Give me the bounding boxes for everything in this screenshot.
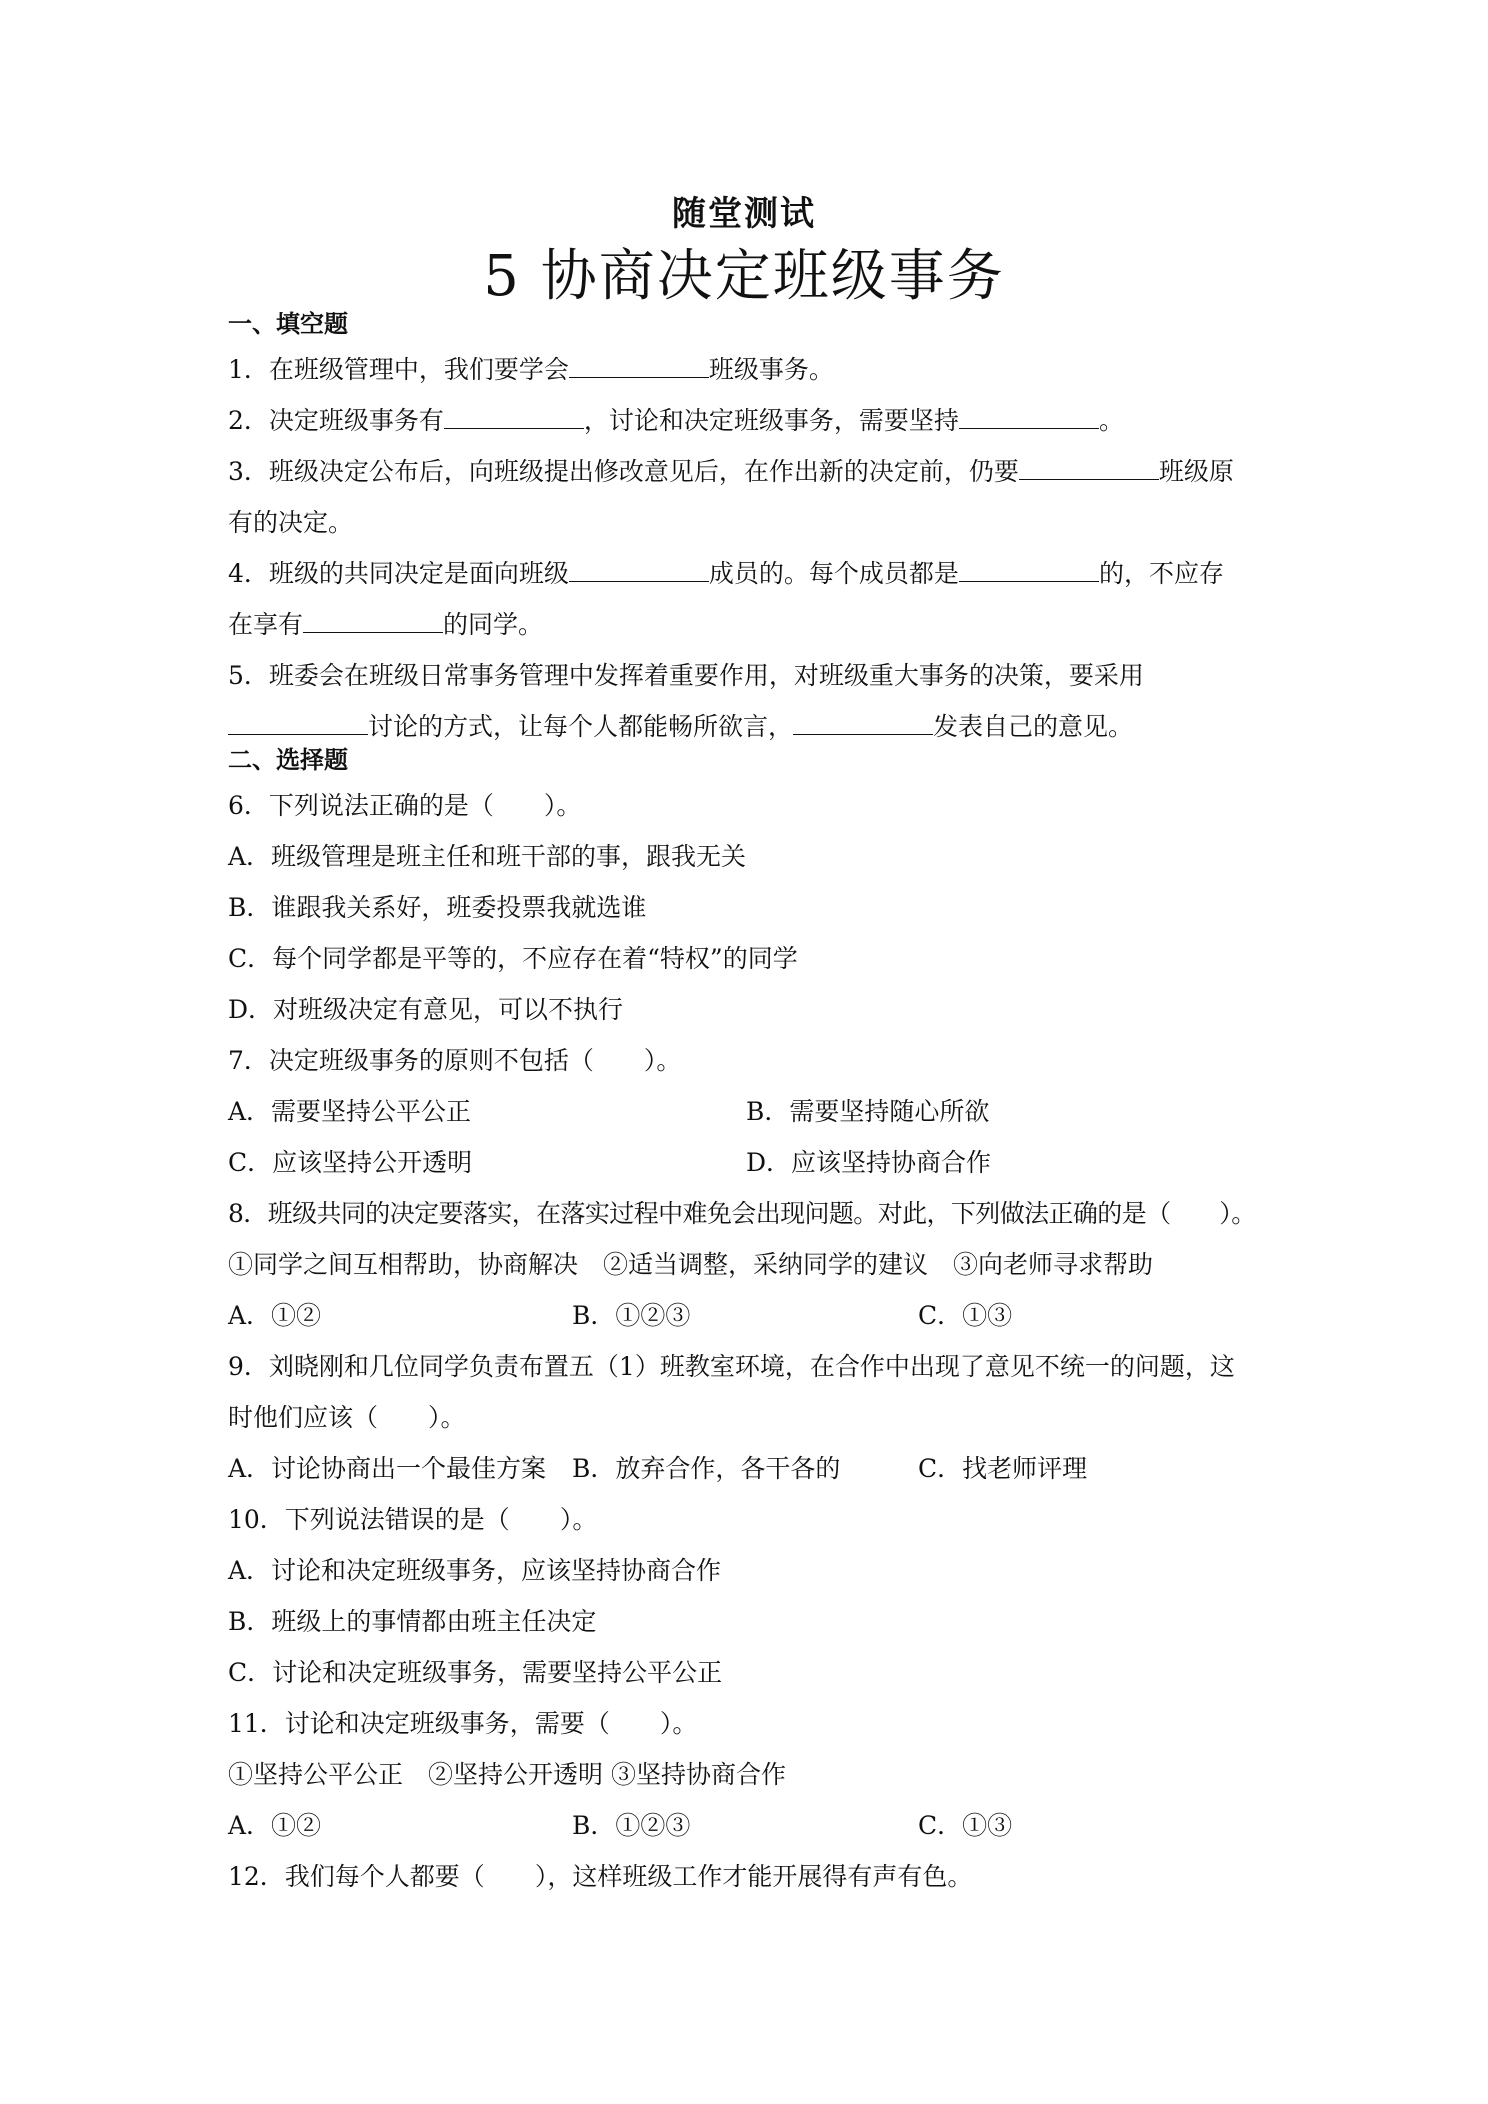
- question-1: 1．在班级管理中，我们要学会 班级事务。: [228, 355, 834, 384]
- section-fill-blank: [228, 304, 1276, 752]
- question-11-stem: 11．讨论和决定班级事务，需要（ ）。: [228, 1709, 698, 1738]
- section-multiple-choice: [228, 740, 1276, 1902]
- question-2: 2．决定班级事务有 ，讨论和决定班级事务，需要坚持 。: [228, 406, 1124, 435]
- worksheet-title: 5 协商决定班级事务: [483, 244, 1005, 309]
- option-a[interactable]: A．讨论协商出一个最佳方案: [228, 1454, 547, 1483]
- question-7-options-row1: [228, 1086, 1276, 1137]
- question-3-cont: 有的决定。: [228, 508, 354, 537]
- option-c[interactable]: C．每个同学都是平等的，不应存在着“特权”的同学: [228, 944, 798, 973]
- option-a[interactable]: A．①②: [228, 1301, 322, 1330]
- question-4-cont: 在享有 的同学。: [228, 610, 544, 639]
- section-heading: 二、选择题: [228, 746, 348, 774]
- question-5: 5．班委会在班级日常事务管理中发挥着重要作用，对班级重大事务的决策，要采用: [228, 661, 1144, 690]
- option-a[interactable]: A．①②: [228, 1811, 322, 1840]
- option-b[interactable]: B．①②③: [572, 1301, 691, 1330]
- question-9-stem: 9．刘晓刚和几位同学负责布置五（1）班教室环境，在合作中出现了意见不统一的问题，这: [228, 1352, 1235, 1381]
- answer-blank[interactable]: [228, 710, 368, 735]
- answer-blank[interactable]: [959, 557, 1099, 582]
- question-8-items: ①同学之间互相帮助，协商解决 ②适当调整，采纳同学的建议 ③向老师寻求帮助: [228, 1250, 1154, 1279]
- option-b[interactable]: B．放弃合作，各干各的: [572, 1454, 841, 1483]
- question-7-stem: 7．决定班级事务的原则不包括（ ）。: [228, 1046, 682, 1075]
- question-8-stem: 8．班级共同的决定要落实，在落实过程中难免会出现问题。对此，下列做法正确的是（ ）。: [228, 1199, 1256, 1228]
- option-b[interactable]: B．①②③: [572, 1811, 691, 1840]
- question-12-stem: 12．我们每个人都要（ ），这样班级工作才能开展得有声有色。: [228, 1862, 973, 1891]
- question-9-stem-cont: 时他们应该（ ）。: [228, 1403, 466, 1432]
- option-d[interactable]: D．对班级决定有意见，可以不执行: [228, 995, 624, 1024]
- question-3: 3．班级决定公布后，向班级提出修改意见后，在作出新的决定前，仍要 班级原: [228, 457, 1234, 486]
- option-c[interactable]: C．应该坚持公开透明: [228, 1148, 473, 1177]
- answer-blank[interactable]: [569, 557, 709, 582]
- answer-blank[interactable]: [1019, 455, 1159, 480]
- option-d[interactable]: D．应该坚持协商合作: [746, 1148, 992, 1177]
- option-b[interactable]: B．班级上的事情都由班主任决定: [228, 1607, 597, 1636]
- option-a[interactable]: A．需要坚持公平公正: [228, 1097, 472, 1126]
- worksheet-subtitle: 随堂测试: [672, 194, 816, 234]
- question-11-options: [228, 1800, 1276, 1851]
- question-10-stem: 10．下列说法错误的是（ ）。: [228, 1505, 598, 1534]
- option-c[interactable]: C．①③: [918, 1301, 1013, 1330]
- answer-blank[interactable]: [569, 353, 709, 378]
- question-11-items: ①坚持公平公正 ②坚持公开透明 ③坚持协商合作: [228, 1760, 786, 1789]
- option-c[interactable]: C．找老师评理: [918, 1454, 1088, 1483]
- answer-blank[interactable]: [303, 608, 443, 633]
- answer-blank[interactable]: [793, 710, 933, 735]
- answer-blank[interactable]: [444, 404, 584, 429]
- option-a[interactable]: A．班级管理是班主任和班干部的事，跟我无关: [228, 842, 747, 871]
- section-heading: 一、填空题: [228, 310, 348, 338]
- question-9-options: [228, 1443, 1276, 1494]
- answer-blank[interactable]: [959, 404, 1099, 429]
- option-a[interactable]: A．讨论和决定班级事务，应该坚持协商合作: [228, 1556, 722, 1585]
- question-7-options-row2: [228, 1137, 1276, 1188]
- option-b[interactable]: B．谁跟我关系好，班委投票我就选谁: [228, 893, 647, 922]
- option-c[interactable]: C．①③: [918, 1811, 1013, 1840]
- question-4: 4．班级的共同决定是面向班级 成员的。每个成员都是 的，不应存: [228, 559, 1224, 588]
- option-b[interactable]: B．需要坚持随心所欲: [746, 1097, 990, 1126]
- question-6-stem: 6．下列说法正确的是（ ）。: [228, 791, 582, 820]
- question-5-cont: 讨论的方式，让每个人都能畅所欲言， 发表自己的意见。: [228, 701, 1276, 752]
- question-8-options: [228, 1290, 1276, 1341]
- option-c[interactable]: C．讨论和决定班级事务，需要坚持公平公正: [228, 1658, 723, 1687]
